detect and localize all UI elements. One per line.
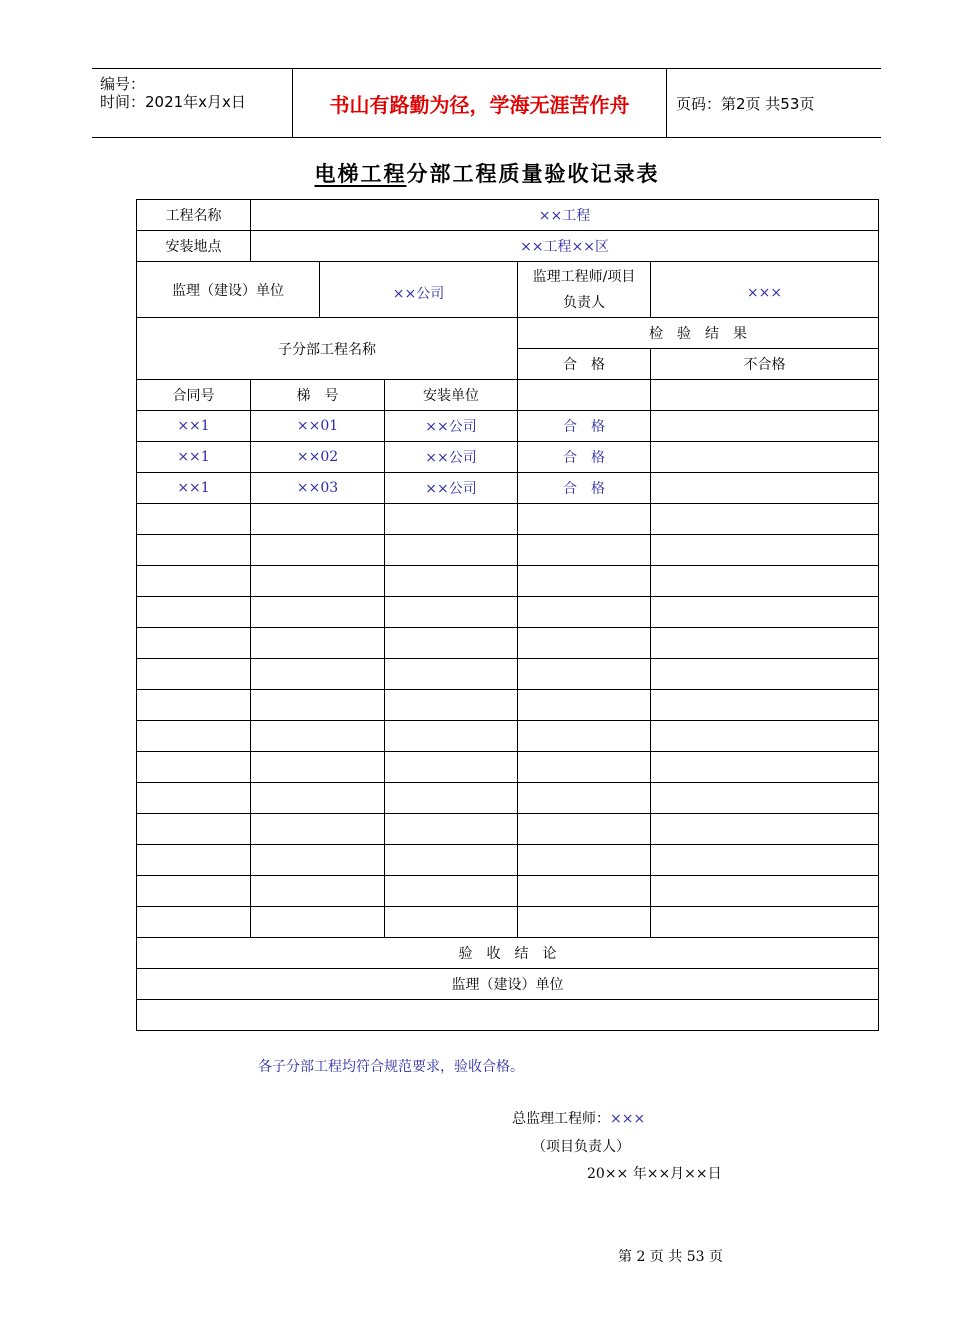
- sign-date: 20×× 年××月××日: [587, 1166, 722, 1182]
- pass-label: 合 格: [518, 349, 651, 380]
- blank-cell: [385, 690, 518, 721]
- blank-cell: [251, 845, 385, 876]
- blank-cell: [651, 597, 879, 628]
- blank-cell: [137, 504, 251, 535]
- blank-cell: [137, 721, 251, 752]
- pass-cell: 合 格: [518, 411, 651, 442]
- inspection-result-label: 检 验 结 果: [518, 318, 879, 349]
- col-installer: 安装单位: [385, 380, 518, 411]
- engineer-value: ×××: [651, 262, 879, 318]
- pass-cell: 合 格: [518, 442, 651, 473]
- blank-cell: [518, 845, 651, 876]
- title-underlined: 电梯工程: [314, 162, 407, 186]
- blank-cell: [137, 783, 251, 814]
- elevator-cell: ××03: [251, 473, 385, 504]
- blank-table-row: [137, 814, 879, 845]
- blank-cell: [137, 535, 251, 566]
- time-label: 时间：2021年x月x日: [100, 93, 246, 111]
- blank-table-row: [137, 504, 879, 535]
- col-pass-blank: [518, 380, 651, 411]
- elevator-cell: ××01: [251, 411, 385, 442]
- pass-cell: 合 格: [518, 473, 651, 504]
- blank-cell: [651, 628, 879, 659]
- page-label: 页码：第2页 共53页: [676, 94, 815, 113]
- blank-cell: [651, 690, 879, 721]
- table-row: [137, 442, 879, 473]
- blank-table-row: [137, 628, 879, 659]
- blank-cell: [251, 535, 385, 566]
- inspection-record-table: [136, 199, 879, 1182]
- table-row: [137, 411, 879, 442]
- blank-cell: [251, 659, 385, 690]
- blank-cell: [137, 690, 251, 721]
- location-label: 安装地点: [137, 231, 251, 262]
- blank-cell: [385, 814, 518, 845]
- blank-cell: [137, 597, 251, 628]
- blank-cell: [137, 876, 251, 907]
- blank-cell: [651, 783, 879, 814]
- project-leader: （项目负责人）: [532, 1139, 630, 1155]
- blank-cell: [651, 814, 879, 845]
- blank-cell: [651, 659, 879, 690]
- blank-cell: [385, 783, 518, 814]
- fail-cell: [651, 442, 879, 473]
- blank-table-row: [137, 659, 879, 690]
- contract-cell: ××1: [137, 473, 251, 504]
- blank-cell: [137, 659, 251, 690]
- blank-cell: [518, 721, 651, 752]
- blank-cell: [385, 597, 518, 628]
- fail-cell: [651, 411, 879, 442]
- blank-cell: [385, 504, 518, 535]
- blank-cell: [251, 721, 385, 752]
- blank-cell: [137, 814, 251, 845]
- blank-cell: [518, 535, 651, 566]
- chief-engineer: 总监理工程师：×××: [512, 1111, 646, 1127]
- blank-cell: [651, 876, 879, 907]
- supervision-unit-label: 监理（建设）单位: [137, 262, 320, 318]
- fail-label: 不合格: [651, 349, 879, 380]
- blank-cell: [518, 907, 651, 938]
- blank-cell: [518, 566, 651, 597]
- blank-cell: [385, 628, 518, 659]
- location-value: ××工程××区: [251, 231, 879, 262]
- blank-cell: [385, 907, 518, 938]
- sub-project-label: 子分部工程名称: [137, 318, 518, 380]
- blank-cell: [251, 814, 385, 845]
- page-title: [0, 158, 974, 188]
- contract-cell: ××1: [137, 411, 251, 442]
- blank-cell: [518, 597, 651, 628]
- data-rows: [137, 411, 879, 504]
- blank-table-row: [137, 566, 879, 597]
- fail-cell: [651, 473, 879, 504]
- blank-cell: [385, 721, 518, 752]
- blank-cell: [518, 504, 651, 535]
- engineer-label: 监理工程师/项目负责人: [518, 262, 651, 318]
- title-rest: 分部工程质量验收记录表: [406, 162, 660, 186]
- blank-rows: [137, 504, 879, 938]
- blank-table-row: [137, 535, 879, 566]
- conclusion-cell: [137, 1000, 879, 1182]
- blank-table-row: [137, 907, 879, 938]
- blank-cell: [137, 566, 251, 597]
- blank-cell: [651, 535, 879, 566]
- blank-cell: [518, 628, 651, 659]
- project-name-value: ××工程: [251, 200, 879, 231]
- col-elevator: 梯 号: [251, 380, 385, 411]
- blank-cell: [385, 845, 518, 876]
- blank-cell: [518, 814, 651, 845]
- blank-cell: [251, 876, 385, 907]
- blank-cell: [137, 752, 251, 783]
- installer-cell: ××公司: [385, 442, 518, 473]
- blank-cell: [385, 535, 518, 566]
- acceptance-conclusion-label: 验 收 结 论: [137, 938, 879, 969]
- blank-cell: [518, 876, 651, 907]
- blank-cell: [518, 659, 651, 690]
- table-row: [137, 473, 879, 504]
- blank-cell: [385, 659, 518, 690]
- contract-cell: ××1: [137, 442, 251, 473]
- project-name-label: 工程名称: [137, 200, 251, 231]
- blank-cell: [251, 907, 385, 938]
- blank-table-row: [137, 752, 879, 783]
- blank-cell: [651, 566, 879, 597]
- conclusion-text: 各子分部工程均符合规范要求，验收合格。: [258, 1059, 524, 1075]
- blank-cell: [518, 783, 651, 814]
- blank-cell: [251, 690, 385, 721]
- blank-table-row: [137, 597, 879, 628]
- col-contract: 合同号: [137, 380, 251, 411]
- blank-cell: [251, 752, 385, 783]
- blank-table-row: [137, 876, 879, 907]
- blank-cell: [651, 845, 879, 876]
- blank-cell: [518, 690, 651, 721]
- blank-cell: [251, 597, 385, 628]
- motto: 书山有路勤为径，学海无涯苦作舟: [292, 69, 667, 137]
- header-meta: [92, 69, 292, 137]
- supervision-unit-value: ××公司: [320, 262, 518, 318]
- blank-cell: [137, 845, 251, 876]
- blank-table-row: [137, 845, 879, 876]
- blank-cell: [137, 628, 251, 659]
- blank-cell: [651, 907, 879, 938]
- supervision-unit-label-2: 监理（建设）单位: [137, 969, 879, 1000]
- blank-cell: [385, 566, 518, 597]
- installer-cell: ××公司: [385, 411, 518, 442]
- blank-cell: [518, 752, 651, 783]
- blank-cell: [251, 628, 385, 659]
- blank-cell: [251, 783, 385, 814]
- blank-cell: [251, 566, 385, 597]
- blank-table-row: [137, 783, 879, 814]
- blank-table-row: [137, 690, 879, 721]
- blank-cell: [385, 752, 518, 783]
- page-footer: 第 2 页 共 53 页: [618, 1249, 723, 1265]
- col-fail-blank: [651, 380, 879, 411]
- blank-cell: [137, 907, 251, 938]
- installer-cell: ××公司: [385, 473, 518, 504]
- blank-cell: [651, 504, 879, 535]
- blank-cell: [651, 752, 879, 783]
- number-label: 编号：: [100, 75, 146, 93]
- blank-cell: [385, 876, 518, 907]
- blank-cell: [251, 504, 385, 535]
- blank-cell: [651, 721, 879, 752]
- blank-table-row: [137, 721, 879, 752]
- page-header: [92, 68, 881, 138]
- elevator-cell: ××02: [251, 442, 385, 473]
